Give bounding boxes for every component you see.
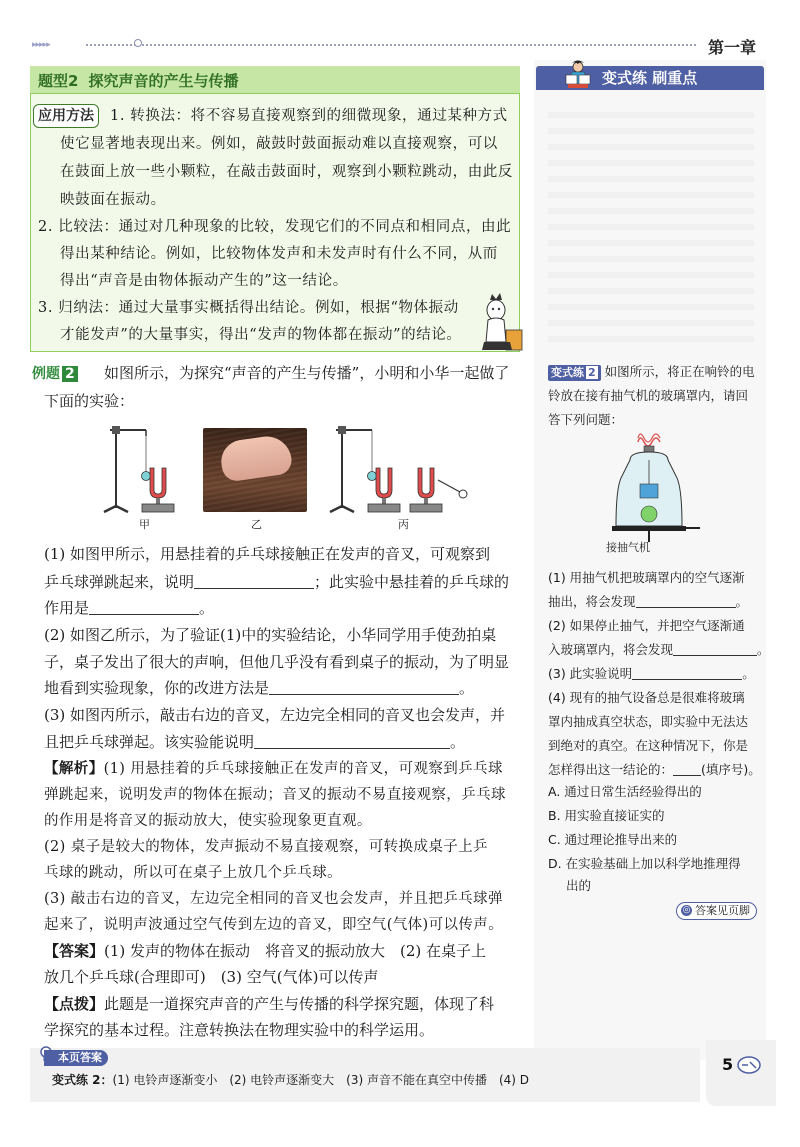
analysis-text: (1) 用悬挂着的乒乓球接触正在发声的音叉，可观察到乒乓球 [103, 761, 503, 777]
variant-intro-line: 答下列问题： [548, 412, 624, 427]
question-1-line [44, 571, 509, 593]
search-icon: ◎ [682, 905, 691, 915]
example-number: 2 [62, 366, 78, 382]
answer-blank[interactable] [636, 592, 736, 608]
figure-label-jia: 甲 [139, 518, 150, 531]
tip-text: 此题是一道探究声音的产生与传播的科学探究题，体现了科 [104, 995, 495, 1013]
student-reading-icon [560, 60, 596, 90]
method-line: 才能发声”的大量事实，得出“发声的物体都在振动”的结论。 [60, 327, 462, 343]
answer-text: (1) 发声的物体在振动 将音叉的振动放大 (2) 在桌子上 [104, 942, 487, 960]
example-label-text: 例题 [32, 366, 60, 382]
faded-watermark [548, 112, 754, 352]
page-corner-icon [736, 1054, 762, 1076]
variant-tag-text: 变式练 [551, 366, 584, 379]
question-1-text: ；此实验中悬挂着的乒乓球的 [314, 573, 510, 591]
header-dotted-line [86, 44, 696, 46]
page-answer-title: 变式练 2： [52, 1073, 113, 1087]
answer-blank[interactable] [269, 679, 459, 695]
see-answer-text: 答案见页脚 [695, 904, 750, 917]
method-label: 应用方法 [33, 104, 99, 128]
method-line: 2. 比较法：通过对几种现象的比较，发现它们的不同点和相同点，由此 [38, 219, 512, 235]
method-line: 1. 转换法：将不容易直接观察到的细微现象，通过某种方式 [110, 108, 508, 124]
answer-blank[interactable] [673, 760, 701, 776]
figure-bing [326, 416, 486, 518]
question-3-text: 且把乒乓球弹起。该实验能说明 [44, 733, 255, 751]
question-1-text: 乒乓球弹跳起来，说明 [44, 573, 195, 591]
question-3-line [44, 731, 465, 753]
mascot-illustration [476, 290, 524, 354]
variant-q4-tail: (填序号)。 [701, 762, 761, 777]
question-1-text: 。 [199, 599, 215, 617]
figure-label-yi: 乙 [251, 518, 262, 531]
page-answer-label: 本页答案 [44, 1050, 108, 1066]
method-title [38, 70, 238, 91]
answer-blank[interactable] [194, 573, 314, 589]
variant-tag [548, 365, 601, 381]
question-3-line: (3) 如图丙所示，敲击右边的音叉，左边完全相同的音叉也会发声，并 [44, 706, 506, 724]
variant-q4-text: 怎样得出这一结论的： [548, 762, 674, 777]
chapter-title: 第一章 [708, 38, 757, 57]
option-d: D. 在实验基础上加以科学地推理得 [548, 856, 741, 871]
question-2-text: 地看到实验现象，你的改进方法是 [44, 679, 270, 697]
variant-q2-text: 入玻璃罩内，将会发现 [548, 642, 674, 657]
variant-intro-text: 如图所示，将正在响铃的电 [604, 364, 755, 379]
analysis-line [44, 758, 503, 780]
question-2-text: 。 [459, 679, 475, 697]
bell-jar-label: 接抽气机 [606, 541, 650, 554]
page-answer-line [52, 1070, 529, 1090]
answer-blank[interactable] [632, 664, 742, 680]
variant-q4-line: 罩内抽成真空状态，即实验中无法达 [548, 714, 749, 729]
variant-q2-line: (2) 如果停止抽气，并把空气逐渐通 [548, 618, 745, 633]
question-2-line [44, 677, 474, 699]
question-1-line: (1) 如图甲所示，用悬挂着的乒乓球接触正在发声的音叉，可观察到 [44, 545, 491, 563]
variant-q4-line: 到绝对的真空。在这种情况下，你是 [548, 738, 749, 753]
figure-yi-photo [203, 428, 307, 512]
analysis-line: 弹跳起来，说明发声的物体在振动；音叉的振动不易直接观察，乒乓球 [44, 787, 506, 803]
question-1-text: 作用是 [44, 599, 90, 617]
option-b: B. 用实验直接证实的 [548, 808, 665, 823]
method-line: 得出“声音是由物体振动产生的”这一结论。 [60, 273, 348, 289]
analysis-line: 的作用是将音叉的振动放大，使实验现象更直观。 [44, 813, 372, 829]
answer-blank[interactable] [254, 733, 450, 749]
analysis-line: (2) 桌子是较大的物体，发声振动不易直接观察，可转换成桌子上乒 [44, 839, 488, 855]
method-line: 使它显著地表现出来。例如，敲鼓时鼓面振动难以直接观察，可以 [60, 136, 498, 152]
question-1-line [44, 597, 214, 619]
analysis-line: 起来了，说明声波通过空气传到左边的音叉，即空气(气体)可以传声。 [44, 917, 504, 933]
answer-label: 【答案】 [44, 942, 105, 960]
analysis-label: 【解析】 [44, 761, 104, 777]
option-d-cont: 出的 [566, 878, 592, 893]
question-2-line: 子，桌子发出了很大的声响，但他几乎没有看到桌子的振动，为了明显 [44, 653, 510, 671]
tip-line [44, 993, 494, 1015]
header-arrows: ▸▸▸▸▸ [32, 40, 50, 50]
figure-label-bing: 丙 [398, 518, 409, 531]
page-answer-text: (1) 电铃声逐渐变小 (2) 电铃声逐渐变大 (3) 声音不能在真空中传播 (4) D [112, 1073, 530, 1087]
variant-q1-text: 抽出，将会发现 [548, 594, 636, 609]
tip-label: 【点拨】 [44, 995, 105, 1013]
see-answer-badge [676, 902, 757, 920]
tip-line: 学探究的基本过程。注意转换法在物理实验中的科学运用。 [44, 1021, 435, 1039]
variant-q4-line [548, 758, 761, 782]
variant-q3-text: (3) 此实验说明 [548, 666, 633, 681]
answer-blank[interactable] [673, 640, 757, 656]
example-intro: 下面的实验： [44, 392, 135, 410]
example-label [32, 363, 78, 383]
type-title: 探究声音的产生与传播 [88, 72, 239, 90]
bell-jar-figure [600, 430, 710, 550]
example-intro: 如图所示，为探究“声音的产生与传播”，小明和小华一起做了 [104, 364, 510, 382]
answer-line: 放几个乒乓球(合理即可) (3) 空气(气体)可以传声 [44, 968, 379, 986]
page-number: 5 [722, 1055, 734, 1074]
method-line: 在鼓面上放一些小颗粒，在敲击鼓面时，观察到小颗粒跳动，由此反 [60, 164, 513, 180]
variant-q1-line: 抽出，将会发现 。 [548, 594, 749, 609]
answer-blank[interactable] [89, 599, 199, 615]
variant-number: 2 [588, 366, 596, 379]
variant-q3-line: (3) 此实验说明 。 [548, 666, 755, 681]
question-2-line: (2) 如图乙所示，为了验证(1)中的实验结论，小华同学用手使劲拍桌 [44, 626, 497, 644]
option-c: C. 通过理论推导出来的 [548, 832, 678, 847]
analysis-line: 乓球的跳动，所以可在桌子上放几个乒乓球。 [44, 865, 342, 881]
sidebar-banner: 变式练 刷重点 [536, 66, 764, 90]
variant-q4-line: (4) 现有的抽气设备总是很难将玻璃 [548, 690, 745, 705]
variant-intro-line: 铃放在接有抽气机的玻璃罩内，请回 [548, 388, 749, 403]
variant-q1-line: (1) 用抽气机把玻璃罩内的空气逐渐 [548, 570, 745, 585]
option-a: A. 通过日常生活经验得出的 [548, 784, 702, 799]
figure-jia [100, 416, 190, 518]
question-3-text: 。 [450, 733, 466, 751]
type-label: 题型2 [38, 72, 79, 90]
variant-intro-line [548, 360, 755, 384]
analysis-line: (3) 敲击右边的音叉，左边完全相同的音叉也会发声，并且把乒乓球弹 [44, 891, 503, 907]
method-line: 3. 归纳法：通过大量事实概括得出结论。例如，根据“物体振动 [38, 300, 459, 316]
method-line: 映鼓面在振动。 [60, 192, 166, 208]
method-line: 得出某种结论。例如，比较物体发声和未发声时有什么不同，从而 [60, 246, 498, 262]
header-circle-icon [134, 39, 142, 47]
variant-q2-line: 入玻璃罩内，将会发现 。 [548, 642, 770, 657]
answer-line [44, 940, 486, 962]
